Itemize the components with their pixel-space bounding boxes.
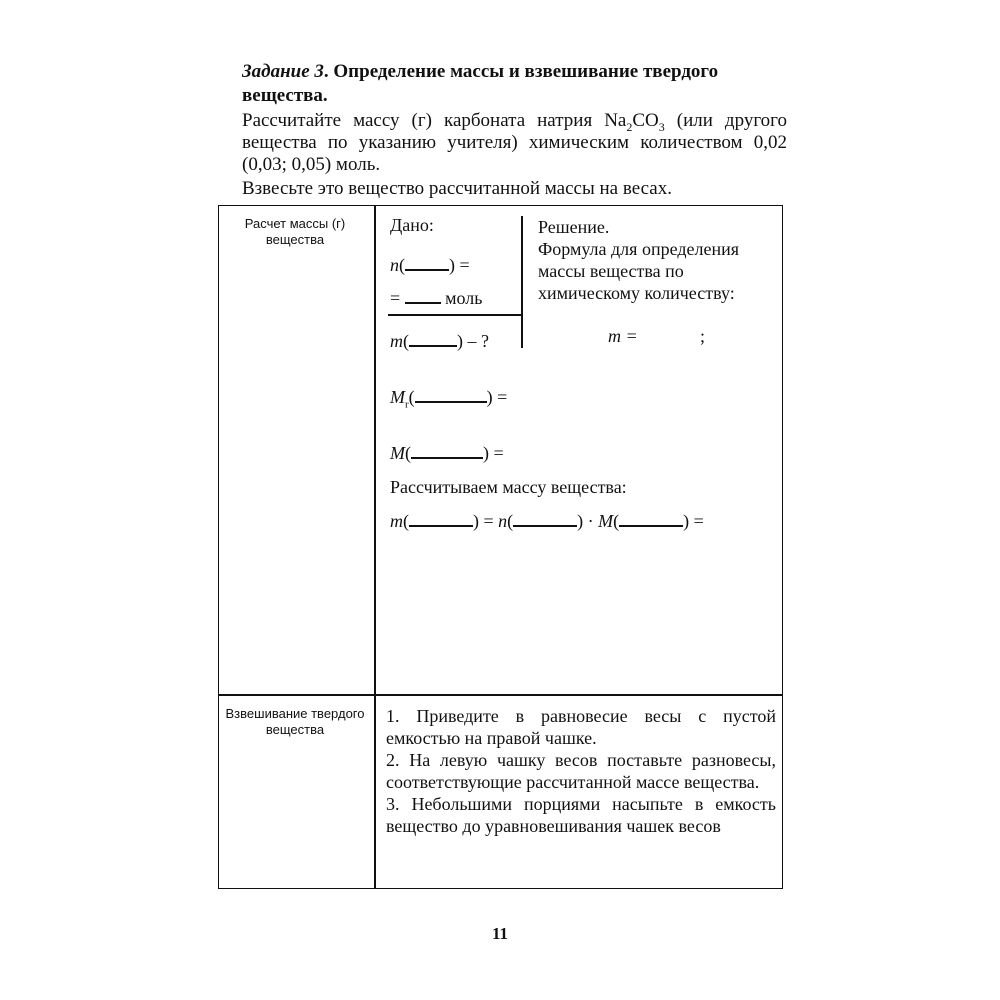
table-row-divider bbox=[218, 694, 783, 696]
subscript-2: 2 bbox=[626, 119, 633, 134]
row-label-mass-calc: Расчет массы (г) вещества bbox=[244, 216, 346, 247]
calc-equation: m( ) = n( ) · M( ) = bbox=[390, 511, 704, 531]
step-item: 1. Приведите в равновесие весы с пустой емкостью на правой чашке. bbox=[386, 706, 776, 748]
blank-field bbox=[619, 511, 683, 527]
intro-paragraph: Рассчитайте массу (г) карбоната натрия $Na_2CO_3$ (или другого вещества по указанию учителя) химическим количеством 0,02 (0,03; 0,05) моль. bbox=[242, 110, 787, 175]
row-label-weighing: Взвешивание твердого вещества bbox=[225, 706, 365, 737]
blank-field bbox=[415, 387, 487, 403]
find-m-line: m( ) – ? bbox=[390, 331, 489, 351]
subscript-3: 3 bbox=[658, 119, 665, 134]
molar-mass-line: M( ) = bbox=[390, 443, 504, 463]
blank-field bbox=[409, 511, 473, 527]
solution-header: Решение. bbox=[538, 217, 610, 237]
given-header: Дано: bbox=[390, 215, 434, 235]
given-separator bbox=[388, 314, 521, 316]
task-label: Задание 3 bbox=[242, 61, 324, 82]
step-item: 3. Небольшими порциями насыпьте в емкость вещество до уравновешивания чашек весов bbox=[386, 794, 776, 836]
formula-semicolon: ; bbox=[700, 326, 706, 346]
table-column-divider bbox=[374, 205, 376, 889]
blank-field bbox=[405, 288, 441, 304]
formula-m-eq: m = bbox=[608, 326, 638, 346]
solution-formula-text: Формула для определения массы вещества по химическому количеству: bbox=[538, 239, 739, 303]
given-mol-line: = моль bbox=[390, 288, 483, 308]
page-number: 11 bbox=[491, 924, 509, 943]
blank-field bbox=[405, 255, 449, 271]
calc-text: Рассчитываем массу вещества: bbox=[390, 477, 627, 497]
given-n-line: n( ) = bbox=[390, 255, 470, 275]
blank-field bbox=[409, 331, 457, 347]
weighing-steps bbox=[386, 705, 776, 837]
blank-field bbox=[411, 443, 483, 459]
task-title: . Определение массы и взвешивание твердого вещества. bbox=[242, 61, 719, 106]
task-heading bbox=[242, 60, 787, 108]
instruction-text: Взвесьте это вещество рассчитанной массы на весах. bbox=[242, 178, 672, 199]
blank-field bbox=[513, 511, 577, 527]
step-item: 2. На левую чашку весов поставьте разновесы, соответствующие рассчитанной массе вещества. bbox=[386, 750, 776, 792]
given-solution-divider bbox=[521, 216, 523, 348]
relative-mass-line: $M_r$( ) = bbox=[390, 387, 508, 411]
